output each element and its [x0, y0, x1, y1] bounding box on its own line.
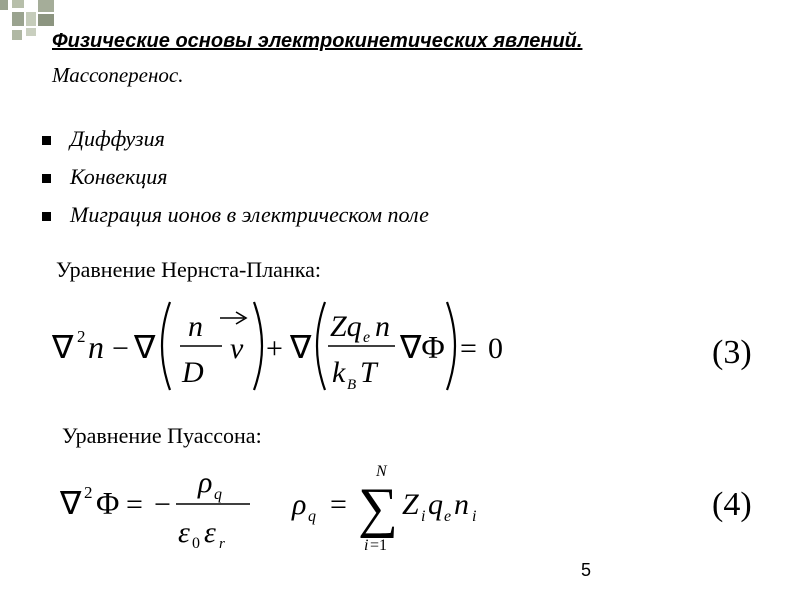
svg-text:−: −	[112, 332, 129, 365]
svg-text:i: i	[472, 508, 477, 525]
svg-text:q: q	[214, 486, 222, 503]
svg-text:∇: ∇	[52, 329, 74, 365]
svg-text:D: D	[182, 356, 204, 389]
svg-text:∇: ∇	[60, 485, 82, 521]
svg-text:T: T	[360, 356, 377, 389]
svg-text:ε: ε	[178, 516, 190, 549]
svg-text:=1: =1	[370, 537, 388, 554]
svg-text:∇Φ: ∇Φ	[400, 329, 445, 365]
svg-text:B: B	[347, 377, 357, 393]
svg-text:0: 0	[192, 535, 200, 552]
svg-text:∇: ∇	[290, 329, 312, 365]
svg-text:i: i	[421, 508, 426, 525]
svg-text:∇: ∇	[134, 329, 156, 365]
svg-text:Zq: Zq	[330, 310, 362, 343]
bullet-square-icon	[42, 136, 51, 145]
svg-text:e: e	[363, 329, 371, 346]
poisson-formula	[58, 462, 498, 562]
equation-number-4: (4)	[712, 486, 752, 523]
svg-text:∑: ∑	[358, 477, 398, 539]
svg-text:q: q	[428, 488, 443, 521]
list-item: Диффузия	[40, 124, 429, 162]
svg-text:=: =	[330, 488, 347, 521]
svg-text:=: =	[460, 332, 477, 365]
slide-title: Физические основы электрокинетических явлений.	[52, 30, 583, 52]
svg-text:r: r	[219, 536, 225, 552]
svg-text:Z: Z	[402, 488, 419, 521]
svg-text:ρ: ρ	[198, 466, 213, 499]
svg-text:n: n	[375, 310, 390, 343]
equation-number-3: (3)	[712, 334, 752, 371]
bullet-list	[40, 124, 429, 238]
list-item: Миграция ионов в электрическом поле	[40, 200, 429, 238]
bullet-square-icon	[42, 212, 51, 221]
svg-text:0: 0	[488, 332, 503, 365]
svg-text:n: n	[188, 310, 203, 343]
poisson-label: Уравнение Пуассона:	[62, 423, 262, 448]
svg-text:i: i	[364, 537, 369, 554]
svg-text:−: −	[154, 488, 171, 521]
svg-text:+: +	[266, 332, 283, 365]
svg-text:Φ: Φ	[96, 485, 120, 521]
svg-text:n: n	[454, 488, 469, 521]
svg-text:2: 2	[77, 327, 86, 346]
svg-text:N: N	[376, 463, 387, 480]
svg-text:e: e	[444, 508, 452, 525]
nernst-planck-formula	[50, 296, 520, 396]
svg-text:n: n	[88, 329, 104, 365]
svg-text:ρ: ρ	[292, 488, 307, 521]
bullet-square-icon	[42, 174, 51, 183]
slide-subtitle: Массоперенос.	[52, 63, 184, 87]
svg-text:v: v	[230, 332, 244, 365]
svg-text:=: =	[126, 488, 143, 521]
svg-text:q: q	[308, 508, 316, 525]
svg-text:2: 2	[84, 483, 93, 502]
list-item: Конвекция	[40, 162, 429, 200]
nernst-planck-label: Уравнение Нернста-Планка:	[56, 257, 321, 282]
svg-text:k: k	[332, 356, 346, 389]
svg-text:ε: ε	[204, 516, 216, 549]
page-number: 5	[581, 560, 592, 580]
